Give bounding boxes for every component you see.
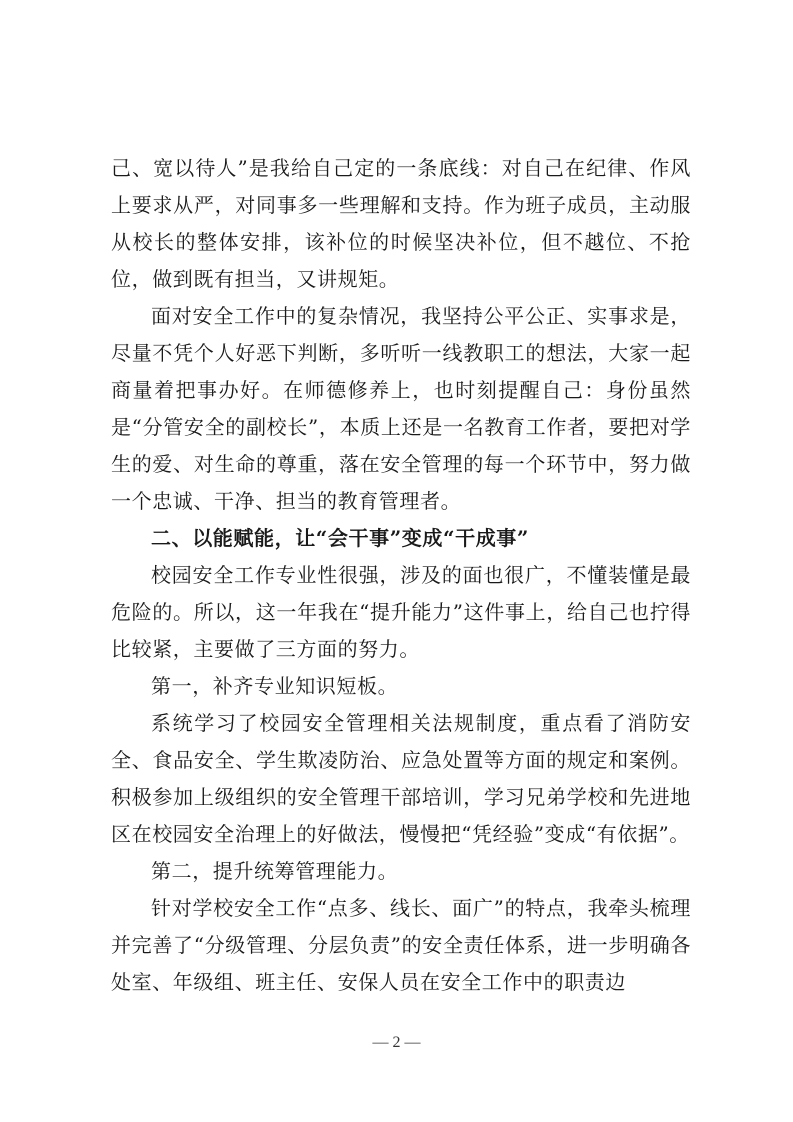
paragraph: 系统学习了校园安全管理相关法规制度，重点看了消防安全、食品安全、学生欺凌防治、应急处置等方面的规定和案例。积极参加上级组织的安全管理干部培训，学习兄弟学校和先进地区在校园安全治理上的好做法，慢慢把“凭经验”变成“有依据”。 <box>111 711 691 846</box>
subheading: 第一，补齐专业知识短板。 <box>151 674 399 698</box>
paragraph: 面对安全工作中的复杂情况，我坚持公平公正、实事求是，尽量不凭个人好恶下判断，多听听一线教职工的想法，大家一起商量着把事办好。在师德修养上，也时刻提醒自己：身份虽然是“分管安全的副校长”，本质上还是一名教育工作者，要把对学生的爱、对生命的尊重，落在安全管理的每一个环节中，努力做一个忠诚、干净、担当的教育管理者。 <box>111 304 691 513</box>
section-heading: 二、以能赋能，让“会干事”变成“干成事” <box>151 526 530 550</box>
paragraph: 针对学校安全工作“点多、线长、面广”的特点，我牵头梳理并完善了“分级管理、分层负责”的安全责任体系，进一步明确各处室、年级组、班主任、安保人员在安全工作中的职责边 <box>111 896 691 994</box>
subheading: 第二，提升统筹管理能力。 <box>151 859 399 883</box>
document-body <box>111 150 691 1001</box>
paragraph: 校园安全工作专业性很强，涉及的面也很广，不懂装懂是最危险的。所以，这一年我在“提升能力”这件事上，给自己也拧得比较紧，主要做了三方面的努力。 <box>111 563 691 661</box>
page-number: — 2 — <box>372 1034 421 1051</box>
paragraph-continuation: 己、宽以待人”是我给自己定的一条底线：对自己在纪律、作风上要求从严，对同事多一些理解和支持。作为班子成员，主动服从校长的整体安排，该补位的时候坚决补位，但不越位、不抢位，做到既有担当，又讲规矩。 <box>111 156 691 291</box>
